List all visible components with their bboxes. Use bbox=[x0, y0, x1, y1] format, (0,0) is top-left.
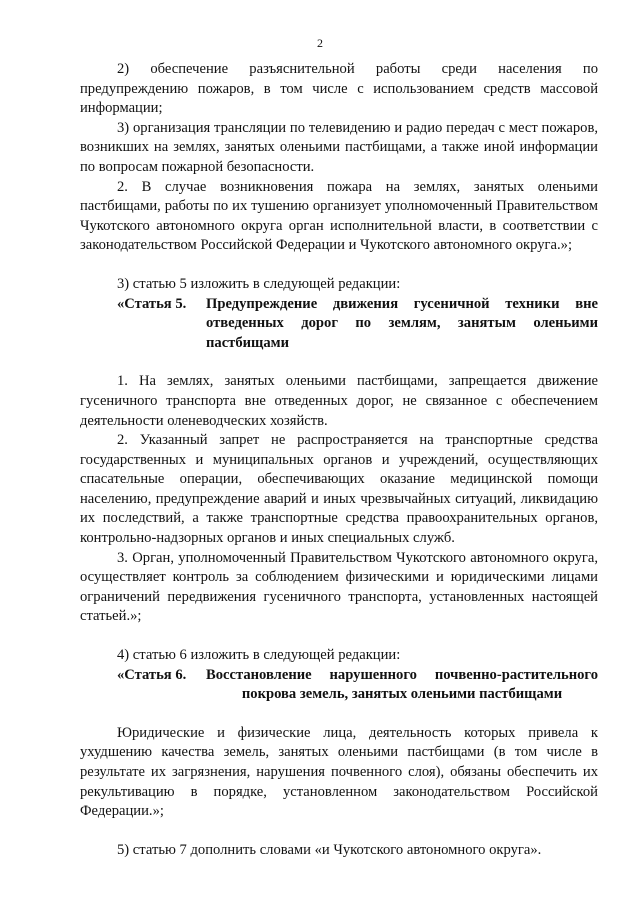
paragraph: 3) организация трансляции по телевидению и радио передач с мест пожаров, возникших на землях, занятых оленьими пастбищами, а также иной информации по вопросам пожарной безопасности. bbox=[80, 119, 598, 175]
article-6-prefix: «Статья 6. bbox=[117, 666, 187, 683]
paragraph: Юридические и физические лица, деятельность которых привела к ухудшению качества земель, занятых оленьими пастбищами (в том числе в результате их загрязнения, нарушения почвенного слоя), обязаны обеспечить их рекультивацию в порядке, установленном законодательством Российской Федерации.»; bbox=[80, 724, 598, 820]
article-6-heading bbox=[80, 666, 598, 705]
paragraph: 3. Орган, уполномоченный Правительством Чукотского автономного округа, осуществляет контроль за соблюдением физическими и юридическими лицами ограничений передвижения гусеничного транспорта, установленных настоящей статьей.»; bbox=[80, 549, 598, 625]
article-5-title: Предупреждение движения гусеничной техники вне отведенных дорог по землям, занятым оленьими пастбищами bbox=[206, 295, 598, 351]
article-5-heading bbox=[80, 295, 598, 354]
article-5-intro: 3) статью 5 изложить в следующей редакции: bbox=[117, 275, 401, 292]
page-number: 2 bbox=[317, 36, 323, 50]
paragraph: 1. На землях, занятых оленьими пастбищами, запрещается движение гусеничного транспорта вне отведенных дорог, не связанное с обеспечением деятельности оленеводческих хозяйств. bbox=[80, 373, 598, 429]
paragraph: 2) обеспечение разъяснительной работы среди населения по предупреждению пожаров, в том числе с использованием средств массовой информации; bbox=[80, 61, 598, 117]
document-body bbox=[80, 60, 598, 860]
article-6-intro: 4) статью 6 изложить в следующей редакции: bbox=[117, 647, 401, 664]
paragraph: 2. В случае возникновения пожара на землях, занятых оленьими пастбищами, работы по их тушению организует уполномоченный Правительством Чукотского автономного округа орган исполнительной власти, в соответствии с законодательством Российской Федерации и Чукотского автономного округа.»; bbox=[80, 178, 598, 254]
article-6-title: Восстановление нарушенного почвенно-растительного покрова земель, занятых оленьими пастбищами bbox=[206, 666, 598, 703]
closing-paragraph: 5) статью 7 дополнить словами «и Чукотского автономного округа». bbox=[117, 841, 542, 858]
paragraph: 2. Указанный запрет не распространяется на транспортные средства государственных и муниципальных органов и учреждений, осуществляющих спасательные операции, обеспечивающих оказание медицинской помощи населению, предупреждение аварий и иных чрезвычайных ситуаций, ликвидацию их последствий, а также транспортные средства правоохранительных органов, контрольно-надзорных органов и иных специальных служб. bbox=[80, 432, 598, 547]
article-5-prefix: «Статья 5. bbox=[117, 295, 187, 312]
